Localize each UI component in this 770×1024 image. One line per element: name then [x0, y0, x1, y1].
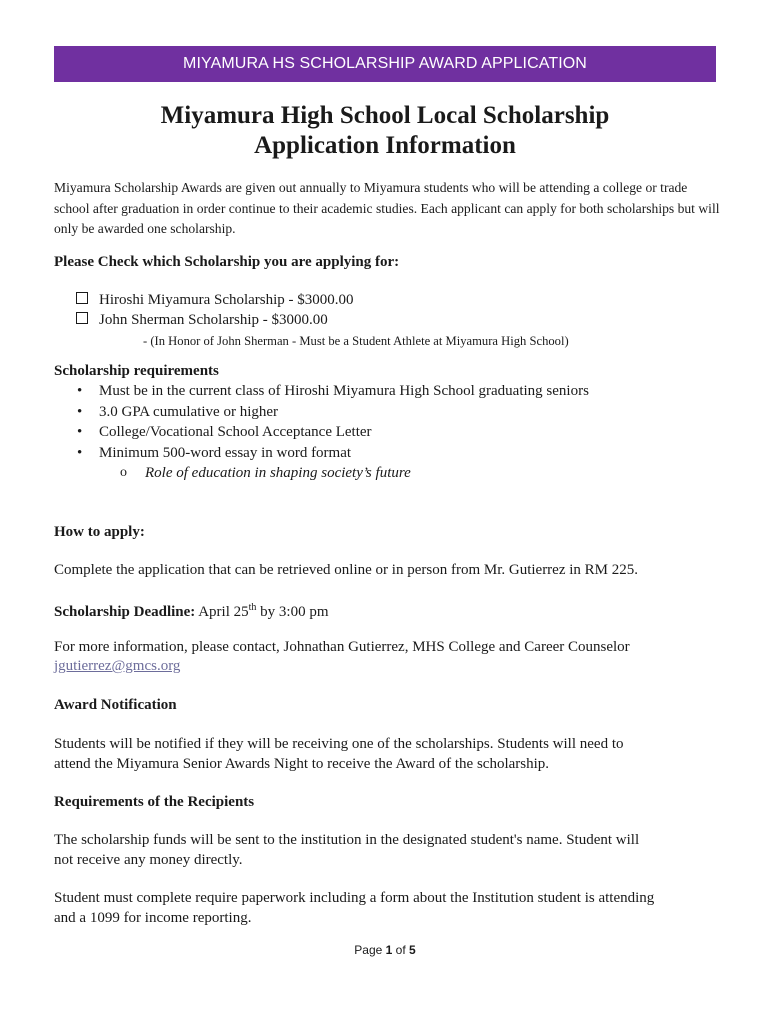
check-heading: Please Check which Scholarship you are applying for: [54, 254, 400, 270]
deadline-line [54, 598, 726, 622]
scholarship-option-label: John Sherman Scholarship - $3000.00 [99, 312, 328, 328]
sub-bullet-marker: o [120, 465, 127, 480]
recipients-text-line-1: The scholarship funds will be sent to the institution in the designated student's name. Student will [54, 832, 640, 848]
scholarship-option-sherman[interactable] [76, 310, 328, 330]
page-title [54, 101, 716, 161]
list-item: • Minimum 500-word essay in word format [54, 443, 589, 464]
checkbox-miyamura[interactable] [76, 292, 88, 304]
recipients-heading: Requirements of the Recipients [54, 794, 255, 810]
recipients-text-line-2: not receive any money directly. [54, 852, 243, 868]
of-word: of [395, 943, 406, 957]
scholarship-option-miyamura[interactable] [76, 290, 354, 310]
list-item: • College/Vocational School Acceptance Letter [54, 422, 589, 443]
requirements-list [54, 381, 589, 463]
deadline-label: Scholarship Deadline: [54, 604, 196, 620]
award-heading: Award Notification [54, 697, 177, 713]
deadline-value: April 25 [198, 604, 249, 620]
how-to-apply-text: Complete the application that can be retrieved online or in person from Mr. Gutierrez in RM 225. [54, 562, 639, 578]
list-item: • Must be in the current class of Hiroshi Miyamura High School graduating seniors [54, 381, 589, 402]
total-pages: 5 [409, 943, 416, 957]
page-number-footer [0, 943, 770, 957]
contact-email-row [54, 656, 726, 676]
contact-text: For more information, please contact, Johnathan Gutierrez, MHS College and Career Counselor [54, 639, 630, 655]
scholarship-option-label: Hiroshi Miyamura Scholarship - $3000.00 [99, 292, 354, 308]
requirements-heading: Scholarship requirements [54, 363, 219, 379]
recipients-text-line-3: Student must complete require paperwork including a form about the Institution student is attending [54, 890, 655, 906]
page-word: Page [354, 943, 383, 957]
sherman-note: - (In Honor of John Sherman - Must be a Student Athlete at Miyamura High School) [143, 334, 569, 348]
current-page: 1 [385, 943, 393, 957]
title-line-2: Application Information [254, 132, 516, 159]
title-line-1: Miyamura High School Local Scholarship [160, 102, 610, 129]
award-text-line-2: attend the Miyamura Senior Awards Night to receive the Award of the scholarship. [54, 756, 550, 772]
header-banner: MIYAMURA HS SCHOLARSHIP AWARD APPLICATION [54, 46, 716, 82]
checkbox-sherman[interactable] [76, 312, 88, 324]
intro-paragraph: Miyamura Scholarship Awards are given out annually to Miyamura students who will be attending a college or trade school after graduation in order continue to their academic studies. Each applicant can apply for both scholarships but will only be awarded one scholarship. [54, 180, 720, 236]
deadline-suffix: th [248, 602, 257, 613]
deadline-time: by 3:00 pm [260, 604, 329, 620]
essay-topic: Role of education in shaping society’s future [145, 465, 411, 481]
how-to-apply-heading: How to apply: [54, 524, 145, 540]
list-item: • 3.0 GPA cumulative or higher [54, 402, 589, 423]
award-text-line-1: Students will be notified if they will be receiving one of the scholarships. Students will need to [54, 736, 624, 752]
contact-email-link[interactable]: jgutierrez@gmcs.org [54, 658, 181, 674]
recipients-text-line-4: and a 1099 for income reporting. [54, 910, 252, 926]
